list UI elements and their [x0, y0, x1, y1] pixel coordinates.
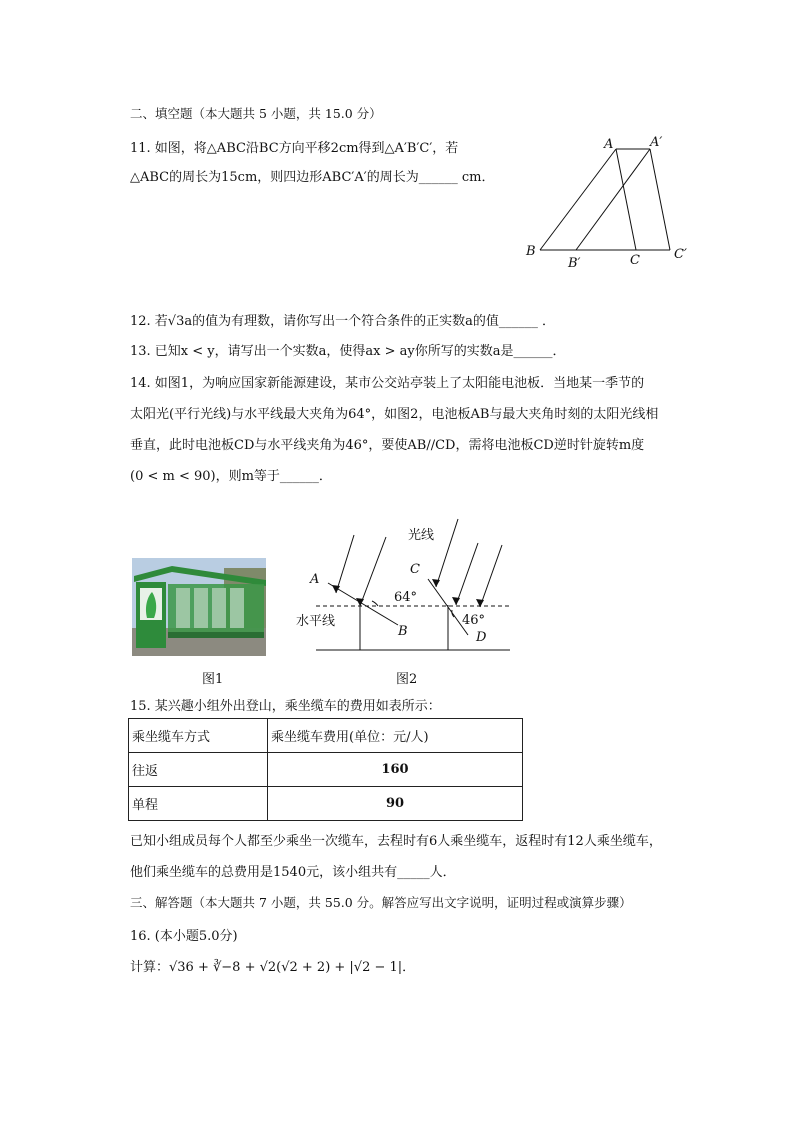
- table-header-row: [129, 719, 523, 753]
- label-c: C: [410, 562, 420, 577]
- q12-line-1: 12. 若√3a的值为有理数，请你写出一个符合条件的正实数a的值______ ．: [130, 314, 555, 329]
- q14-line-1: 14. 如图1，为响应国家新能源建设，某市公交站亭装上了太阳能电池板．当地某一季节的: [130, 376, 645, 391]
- segment-ab: [540, 149, 616, 250]
- label-a-prime: A′: [650, 135, 663, 150]
- q11-translation-figure: [520, 130, 700, 270]
- section-2-title: 二、填空题（本大题共 5 小题，共 15.0 分）: [130, 106, 382, 121]
- row-fee-cell: 160: [268, 753, 523, 787]
- segment-ac: [616, 149, 636, 250]
- segment-a-prime-c-prime: [650, 149, 670, 250]
- label-b: B: [526, 244, 536, 259]
- q14-line-4: (0 < m < 90)，则m等于______．: [130, 469, 332, 484]
- label-b: B: [398, 624, 408, 639]
- bus-shelter-photo: [132, 558, 266, 656]
- header-fee: 乘坐缆车费用(单位：元/人): [268, 719, 523, 753]
- label-c-prime: C′: [674, 247, 687, 262]
- section-3-title: 三、解答题（本大题共 7 小题，共 55.0 分。解答应写出文字说明，证明过程或演算步骤）: [130, 895, 632, 910]
- cable-car-fee-table: [128, 718, 523, 821]
- table-row: [129, 787, 523, 821]
- figure-1-caption: 图1: [202, 672, 224, 687]
- row-mode-cell: 往返: [129, 753, 268, 787]
- q11-line-2: △ABC的周长为15cm，则四边形ABC′A′的周长为______ cm．: [130, 170, 495, 185]
- label-angle-46: 46°: [462, 613, 486, 628]
- label-a: A: [310, 572, 320, 587]
- label-horizontal: 水平线: [296, 614, 336, 629]
- label-d: D: [476, 630, 487, 645]
- segment-a-prime-b-prime: [576, 149, 650, 250]
- q15-line-2: 已知小组成员每个人都至少乘坐一次缆车，去程时有6人乘坐缆车，返程时有12人乘坐缆车，: [130, 834, 662, 849]
- row-fee-cell: 90: [268, 787, 523, 821]
- q15-line-3: 他们乘坐缆车的总费用是1540元，该小组共有_____人．: [130, 865, 456, 880]
- label-angle-64: 64°: [394, 590, 418, 605]
- figure-2-caption: 图2: [396, 672, 418, 687]
- label-c: C: [630, 253, 640, 268]
- q16-line-2: 计算：√36 + ∛−8 + √2(√2 + 2) + |√2 − 1|．: [130, 960, 416, 975]
- q11-line-1: 11. 如图，将△ABC沿BC方向平移2cm得到△A′B′C′，若: [130, 141, 459, 156]
- q14-line-3: 垂直，此时电池板CD与水平线夹角为46°，要使AB//CD，需将电池板CD逆时针旋转m度: [130, 438, 645, 453]
- table-row: [129, 753, 523, 787]
- q13-line-1: 13. 已知x < y，请写出一个实数a，使得ax > ay你所写的实数a是______．: [130, 344, 566, 359]
- q15-line-1: 15. 某兴趣小组外出登山，乘坐缆车的费用如表所示：: [130, 699, 441, 714]
- header-mode: 乘坐缆车方式: [129, 719, 268, 753]
- q16-line-1: 16. (本小题5.0分): [130, 929, 238, 944]
- label-b-prime: B′: [568, 256, 581, 270]
- solar-panel-diagram: [290, 515, 520, 665]
- panel-ab: [328, 583, 398, 625]
- row-mode-cell: 单程: [129, 787, 268, 821]
- label-light: 光线: [408, 528, 435, 543]
- label-a: A: [604, 137, 614, 152]
- q14-line-2: 太阳光(平行光线)与水平线最大夹角为64°，如图2，电池板AB与最大夹角时刻的太阳光线相: [130, 407, 659, 422]
